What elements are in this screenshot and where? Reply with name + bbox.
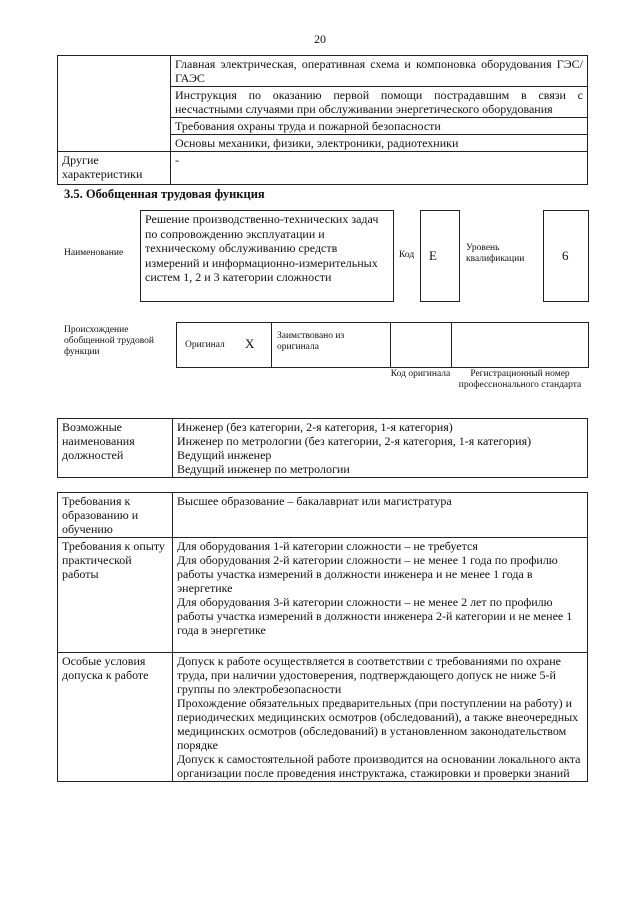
divider bbox=[271, 323, 272, 367]
knowledge-item: Требования охраны труда и пожарной безопасности bbox=[171, 118, 588, 135]
origin-label: Происхождение обобщенной трудовой функции bbox=[64, 325, 154, 357]
reg-caption: Регистрационный номер профессионального стандарта bbox=[458, 369, 582, 390]
level-label: Уровень квалификации bbox=[466, 243, 525, 264]
section-title: 3.5. Обобщенная трудовая функция bbox=[64, 187, 265, 201]
level-box bbox=[543, 210, 589, 302]
req-label: Требования к опыту практической работы bbox=[58, 538, 173, 653]
knowledge-item: Инструкция по оказанию первой помощи пострадавшим в связи с несчастными случаями при обслуживании энергетического оборудования bbox=[171, 87, 588, 118]
position-item: Инженер (без категории, 2-я категория, 1-я категория) bbox=[177, 420, 453, 434]
code-value: E bbox=[429, 248, 437, 263]
req-label: Особые условия допуска к работе bbox=[58, 653, 173, 782]
knowledge-item: Главная электрическая, оперативная схема и компоновка оборудования ГЭС/ГАЭС bbox=[171, 56, 588, 87]
empty-label-cell bbox=[58, 56, 171, 152]
req-line: Допуск к самостоятельной работе производится на основании локального акта организации после проведения инструктажа, стажировки и проверки знаний bbox=[177, 752, 581, 780]
positions-list bbox=[173, 419, 588, 478]
page-number: 20 bbox=[314, 32, 326, 46]
original-mark: X bbox=[245, 336, 255, 351]
req-line: Для оборудования 1-й категории сложности – не требуется bbox=[177, 539, 478, 553]
position-item: Инженер по метрологии (без категории, 2-я категория, 1-я категория) bbox=[177, 434, 532, 448]
divider bbox=[451, 323, 452, 367]
origin-box bbox=[176, 322, 589, 368]
req-label: Требования к образованию и обучению bbox=[58, 493, 173, 538]
name-label: Наименование bbox=[64, 248, 124, 258]
position-item: Ведущий инженер bbox=[177, 448, 272, 462]
code-label: Код bbox=[399, 250, 415, 260]
level-value: 6 bbox=[562, 248, 569, 263]
req-line: Высшее образование – бакалавриат или магистратура bbox=[177, 494, 452, 508]
other-label: Другие характеристики bbox=[58, 152, 171, 185]
position-item: Ведущий инженер по метрологии bbox=[177, 462, 350, 476]
req-line: Для оборудования 3-й категории сложности – не менее 2 лет по профилю работы участка измерений в должности инженера 2-й категории и не менее 1 года в энергетике bbox=[177, 595, 573, 637]
divider bbox=[390, 323, 391, 367]
req-content bbox=[173, 538, 588, 653]
positions-table bbox=[57, 418, 588, 478]
requirements-table bbox=[57, 492, 588, 782]
req-content bbox=[173, 653, 588, 782]
knowledge-item: Основы механики, физики, электроники, радиотехники bbox=[171, 135, 588, 152]
req-content bbox=[173, 493, 588, 538]
code-box bbox=[420, 210, 460, 302]
code-caption: Код оригинала bbox=[390, 369, 451, 379]
req-line: Для оборудования 2-й категории сложности – не менее 1 года по профилю работы участка измерений в должности инженера и не менее 1 года в энергетике bbox=[177, 553, 558, 595]
positions-label: Возможные наименования должностей bbox=[58, 419, 173, 478]
req-line: Допуск к работе осуществляется в соответствии с требованиями по охране труда, при наличии удостоверения, подтверждающего допуск не ниже 5-й группы по электробезопасности bbox=[177, 654, 561, 696]
original-label: Оригинал bbox=[185, 340, 225, 350]
knowledge-table bbox=[57, 55, 588, 185]
name-value: Решение производственно-технических задач по сопровождению эксплуатации и техническому обслуживанию средств измерений и информационно-измерительных систем 1, 2 и 3 категории сложности bbox=[140, 210, 394, 302]
borrowed-label: Заимствовано из оригинала bbox=[277, 331, 345, 352]
req-line: Прохождение обязательных предварительных (при поступлении на работу) и периодических медицинских осмотров (обследований), а также внеочередных медицинских осмотров (обследований) в установленном законодательством порядке bbox=[177, 696, 579, 752]
other-value: - bbox=[171, 152, 588, 185]
